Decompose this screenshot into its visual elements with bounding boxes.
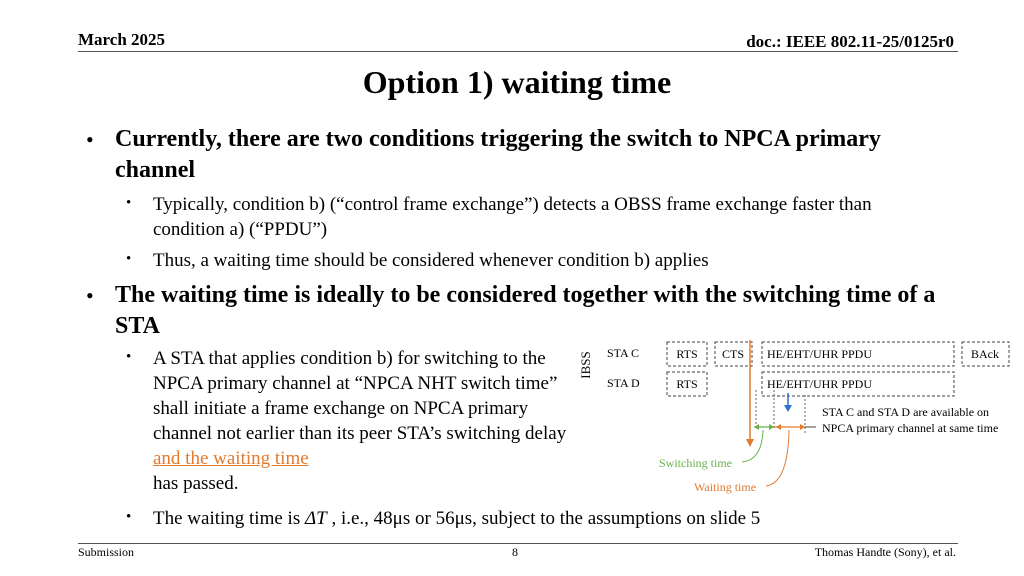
bullet-2-sub-2-pre: The waiting time is [153,508,305,529]
bullet-2-sub-1-text: A STA that applies condition b) for switching to the NPCA primary channel at “NPCA NHT switch time” shall initiate a frame exchange on NPCA primary channel not earlier than its peer STA’s switching delay [153,348,567,444]
blue-arrow-head [784,405,792,412]
waiting-time-link[interactable]: and the waiting time [153,448,309,469]
availability-note-line2: NPCA primary channel at same time [822,421,999,435]
sta-c-label: STA C [607,346,640,360]
back-label: BAck [971,347,999,361]
switching-time-leader [742,430,763,462]
cts-label: CTS [721,347,745,361]
slide-title: Option 1) waiting time [362,64,672,100]
rts-label-c: RTS [676,347,698,361]
header-divider [78,51,958,52]
footer-submission: Submission [78,545,135,559]
bullet-2-sub-2 [153,506,953,531]
rts-label-d: RTS [676,377,698,391]
bullet-1: Currently, there are two conditions triggering the switch to NPCA primary channel [115,126,881,183]
waiting-arrowhead-left [776,424,781,430]
delta-t-symbol: ΔT [304,508,327,529]
waiting-arrowhead-right [800,424,805,430]
sub-bullet-marker: • [126,509,132,525]
switching-arrowhead-right [769,424,774,430]
ppdu-label-d: HE/EHT/UHR PPDU [767,377,873,391]
sub-bullet-marker: • [126,251,132,267]
ibss-label: IBSS [578,351,593,379]
bullet-2-sub-1-end: has passed. [153,473,239,494]
switching-arrowhead-left [754,424,759,430]
header-doc-id: doc.: IEEE 802.11-25/0125r0 [746,32,954,51]
bullet-2: The waiting time is ideally to be considered together with the switching time of a STA [115,282,936,339]
footer-divider [78,543,958,544]
sta-d-label: STA D [607,376,640,390]
bullet-1-sub-2: Thus, a waiting time should be considered whenever condition b) applies [153,250,709,271]
sub-bullet-marker: • [126,349,132,365]
bullet-marker: • [86,283,94,308]
page-number: 8 [512,545,518,559]
switching-time-label: Switching time [659,456,732,470]
bullet-marker: • [86,127,94,152]
bullet-2-sub-2-post: , i.e., 48μs or 56μs, subject to the assumptions on slide 5 [326,508,761,529]
availability-note-line1: STA C and STA D are available on [822,405,990,419]
bullet-1-sub-1: Typically, condition b) (“control frame exchange”) detects a OBSS frame exchange faster than condition a) (“PPDU”) [153,194,872,240]
waiting-time-leader [766,430,789,486]
sub-bullet-marker: • [126,195,132,211]
waiting-time-label: Waiting time [694,480,757,494]
header-date: March 2025 [78,30,166,49]
footer-authors: Thomas Handte (Sony), et al. [814,545,956,559]
ppdu-label-c: HE/EHT/UHR PPDU [767,347,873,361]
timing-diagram [570,335,1020,505]
bullet-2-sub-1 [153,346,573,496]
switch-start-arrowhead [746,439,754,447]
